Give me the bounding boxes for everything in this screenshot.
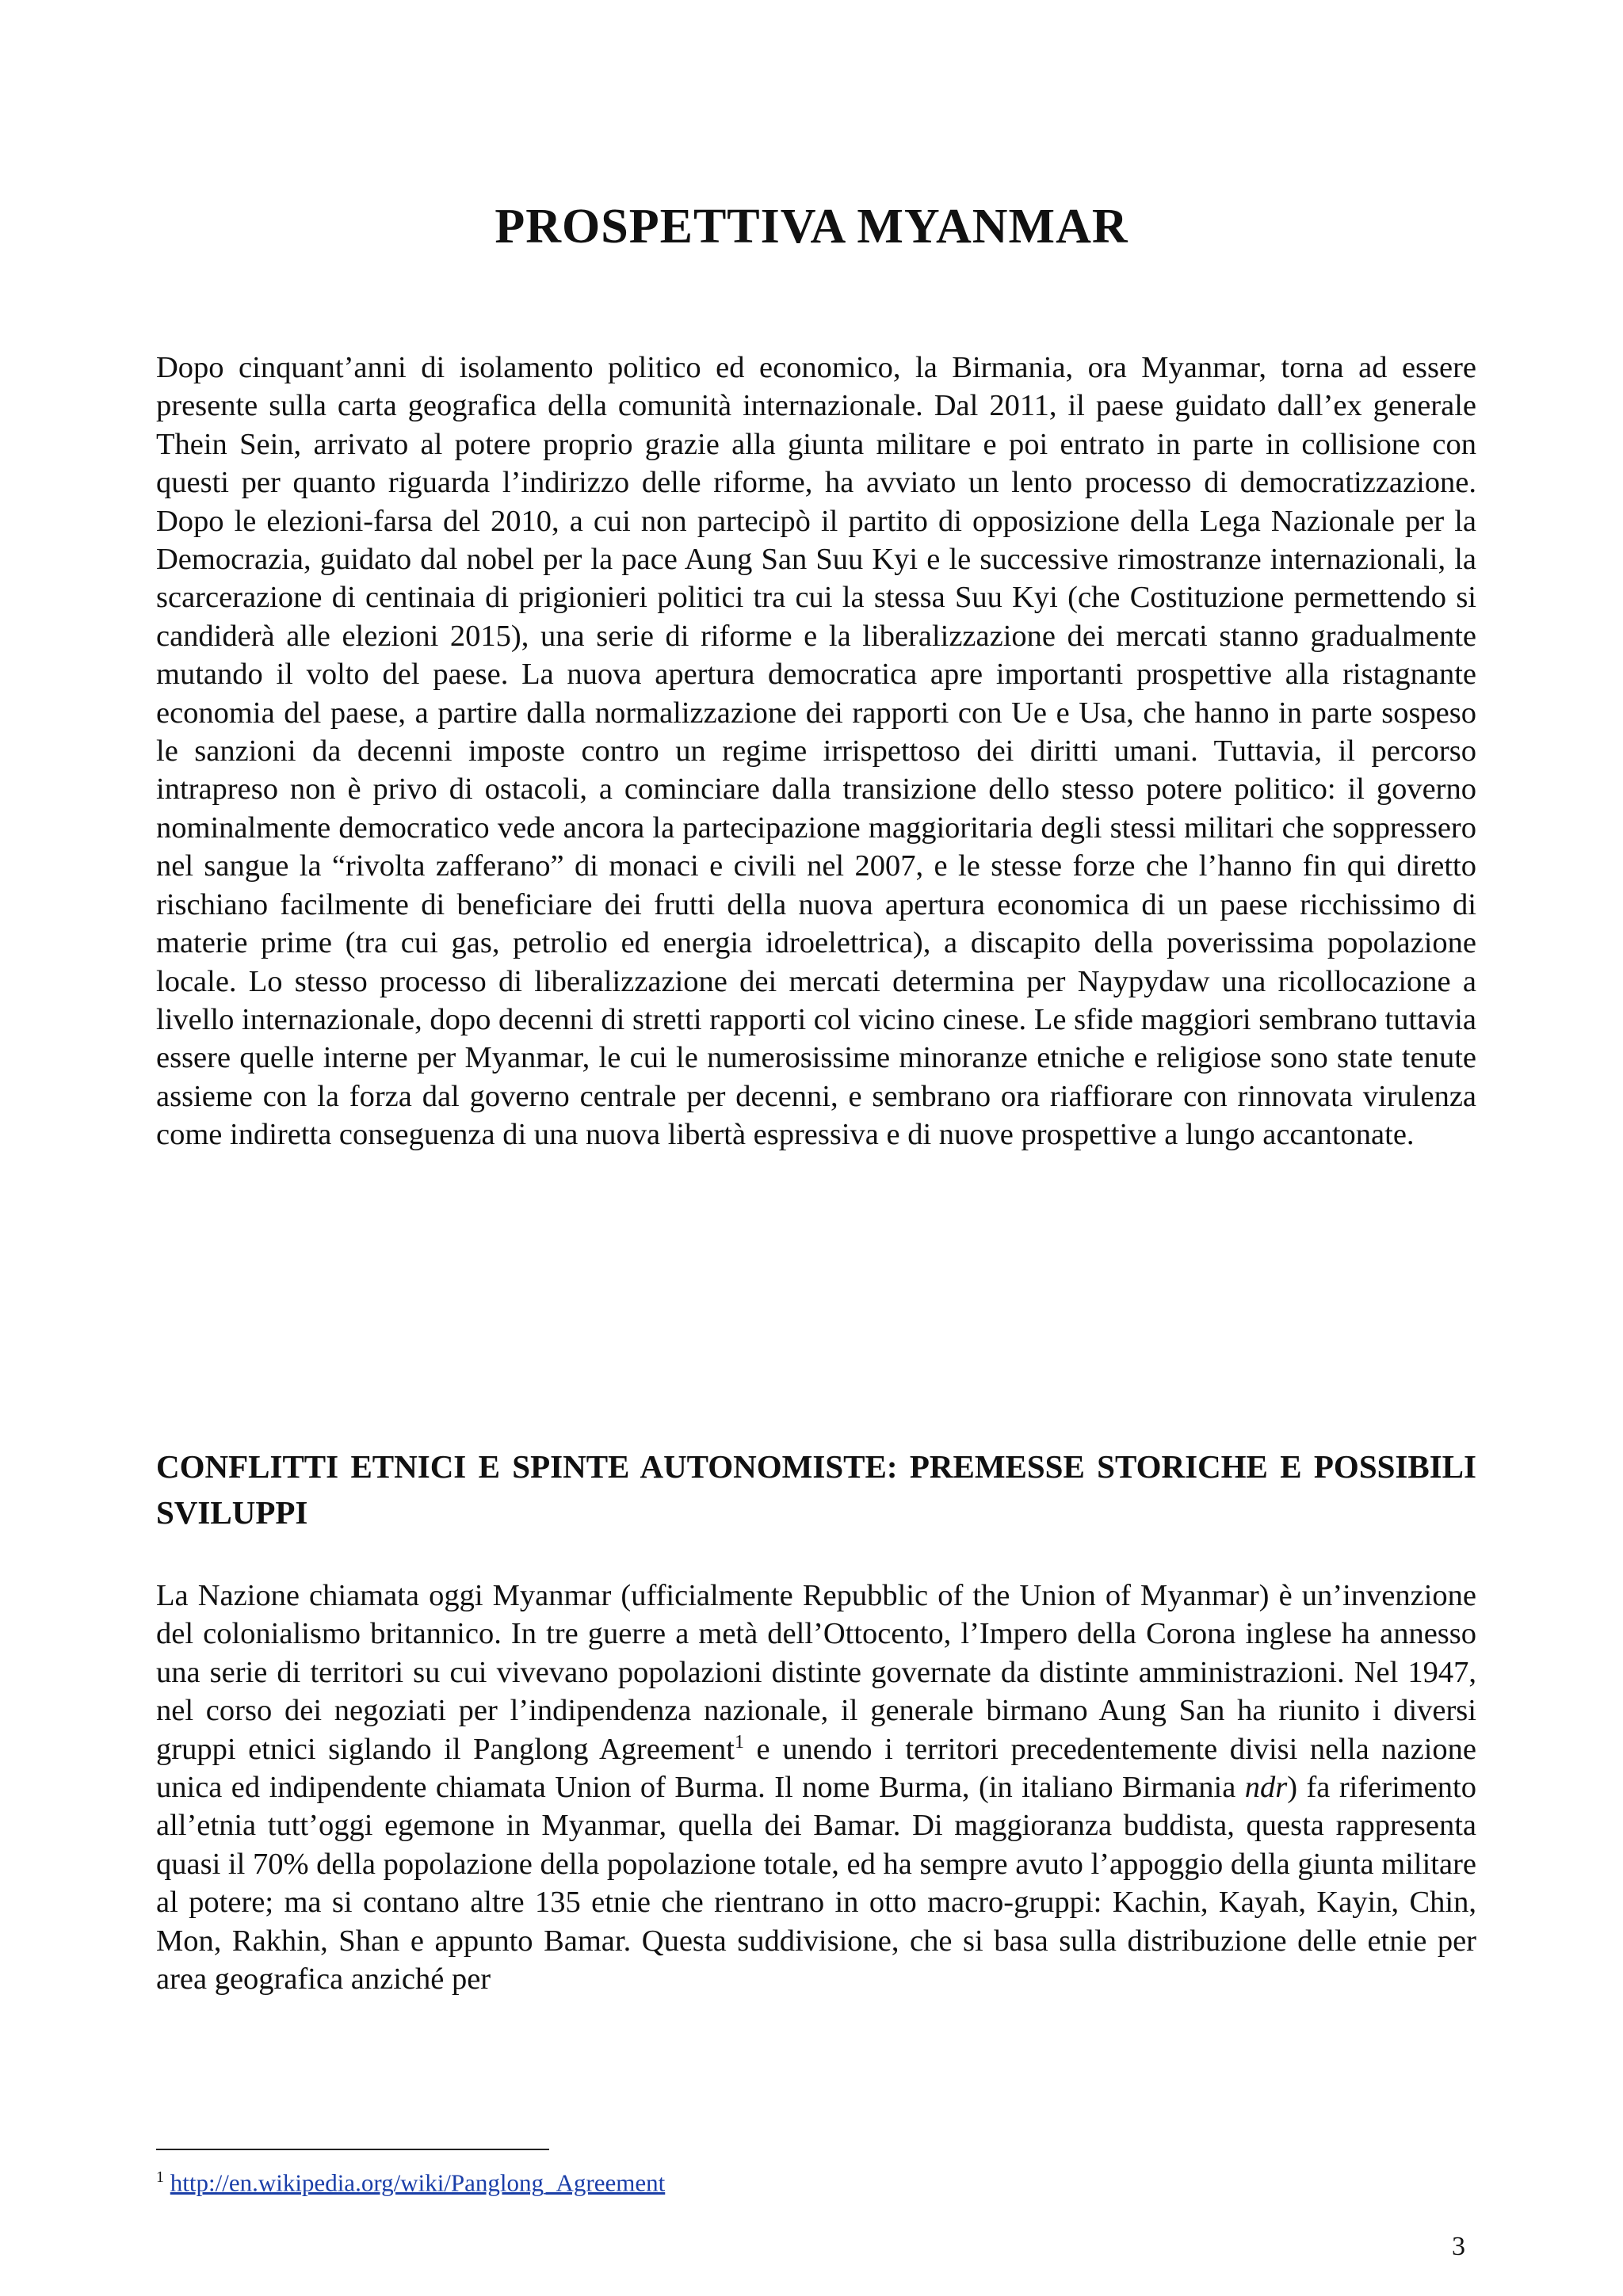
section-paragraph-part3: ) fa riferimento all’etnia tutt’oggi egemone in Myanmar, quella dei Bamar. Di maggioranza buddista, questa rappresenta quasi il 70% della popolazione della popolazione totale, ed ha sempre avuto l’appoggio della giunta militare al potere; ma si contano altre 135 etnie che rientrano in otto macro-gruppi: Kachin, Kayah, Kayin, Chin, Mon, Rakhin, Shan e appunto Bamar. Questa suddivisione, che si basa sulla distribuzione delle etnie per area geografica anziché per [156,1771,1476,1997]
footnote [156,2161,665,2199]
section-heading: CONFLITTI ETNICI E SPINTE AUTONOMISTE: PREMESSE STORICHE E POSSIBILI SVILUPPI [156,1448,1476,1531]
intro-paragraph: Dopo cinquant’anni di isolamento politico ed economico, la Birmania, ora Myanmar, torna ad essere presente sulla carta geografica della comunità internazionale. Dal 2011, il paese guidato dall’ex generale Thein Sein, arrivato al potere proprio grazie alla giunta militare e poi entrato in parte in collisione con questi per quanto riguarda l’indirizzo delle riforme, ha avviato un lento processo di democratizzazione. Dopo le elezioni-farsa del 2010, a cui non partecipò il partito di opposizione della Lega Nazionale per la Democrazia, guidato dal nobel per la pace Aung San Suu Kyi e le successive rimostranze internazionali, la scarcerazione di centinaia di prigionieri politici tra cui la stessa Suu Kyi (che Costituzione permettendo si candiderà alle elezioni 2015), una serie di riforme e la liberalizzazione dei mercati stanno gradualmente mutando il volto del paese. La nuova apertura democratica apre importanti prospettive alla ristagnante economia del paese, a partire dalla normalizzazione dei rapporti con Ue e Usa, che hanno in parte sospeso le sanzioni da decenni imposte contro un regime irrispettoso dei diritti umani. Tuttavia, il percorso intrapreso non è privo di ostacoli, a cominciare dalla transizione dello stesso potere politico: il governo nominalmente democratico vede ancora la partecipazione maggioritaria degli stessi militari che soppressero nel sangue la “rivolta zafferano” di monaci e civili nel 2007, e le stesse forze che l’hanno fin qui diretto rischiano facilmente di beneficiare dei frutti della nuova apertura economica di un paese ricchissimo di materie prime (tra cui gas, petrolio ed energia idroelettrica), a discapito della poverissima popolazione locale. Lo stesso processo di liberalizzazione dei mercati determina per Naypydaw una ricollocazione a livello internazionale, dopo decenni di stretti rapporti col vicino cinese. Le sfide maggiori sembrano tuttavia essere quelle interne per Myanmar, le cui le numerosissime minoranze etniche e religiose sono state tenute assieme con la forza dal governo centrale per decenni, e sembrano ora riaffiorare con rinnovata virulenza come indiretta conseguenza di una nuova libertà espressiva e di nuove prospettive a lungo accantonate. [156,351,1476,1152]
italic-ndr: ndr [1244,1771,1288,1805]
footnote-reference[interactable]: 1 [735,1731,744,1753]
section-paragraph-part2: e unendo i territori precedentemente divisi nella nazione unica ed indipendente chiamata Union of Burma. Il nome Burma, (in italiano Birmania [156,1732,1476,1805]
section-paragraph [156,1577,1476,1998]
footnote-number: 1 [156,2168,164,2186]
footnote-divider [156,2149,549,2150]
page-title: PROSPETTIVA MYANMAR [495,200,1128,254]
page-number: 3 [1452,2232,1465,2261]
footnote-link[interactable]: http://en.wikipedia.org/wiki/Panglong_Agreement [170,2168,666,2197]
section-paragraph-part1: La Nazione chiamata oggi Myanmar (ufficialmente Repubblic of the Union of Myanmar) è un’invenzione del colonialismo britannico. In tre guerre a metà dell’Ottocento, l’Impero della Corona inglese ha annesso una serie di territori su cui vivevano popolazioni distinte governate da distinte amministrazioni. Nel 1947, nel corso dei negoziati per l’indipendenza nazionale, il generale birmano Aung San ha riunito i diversi gruppi etnici siglando il Panglong Agreement [156,1579,1476,1766]
